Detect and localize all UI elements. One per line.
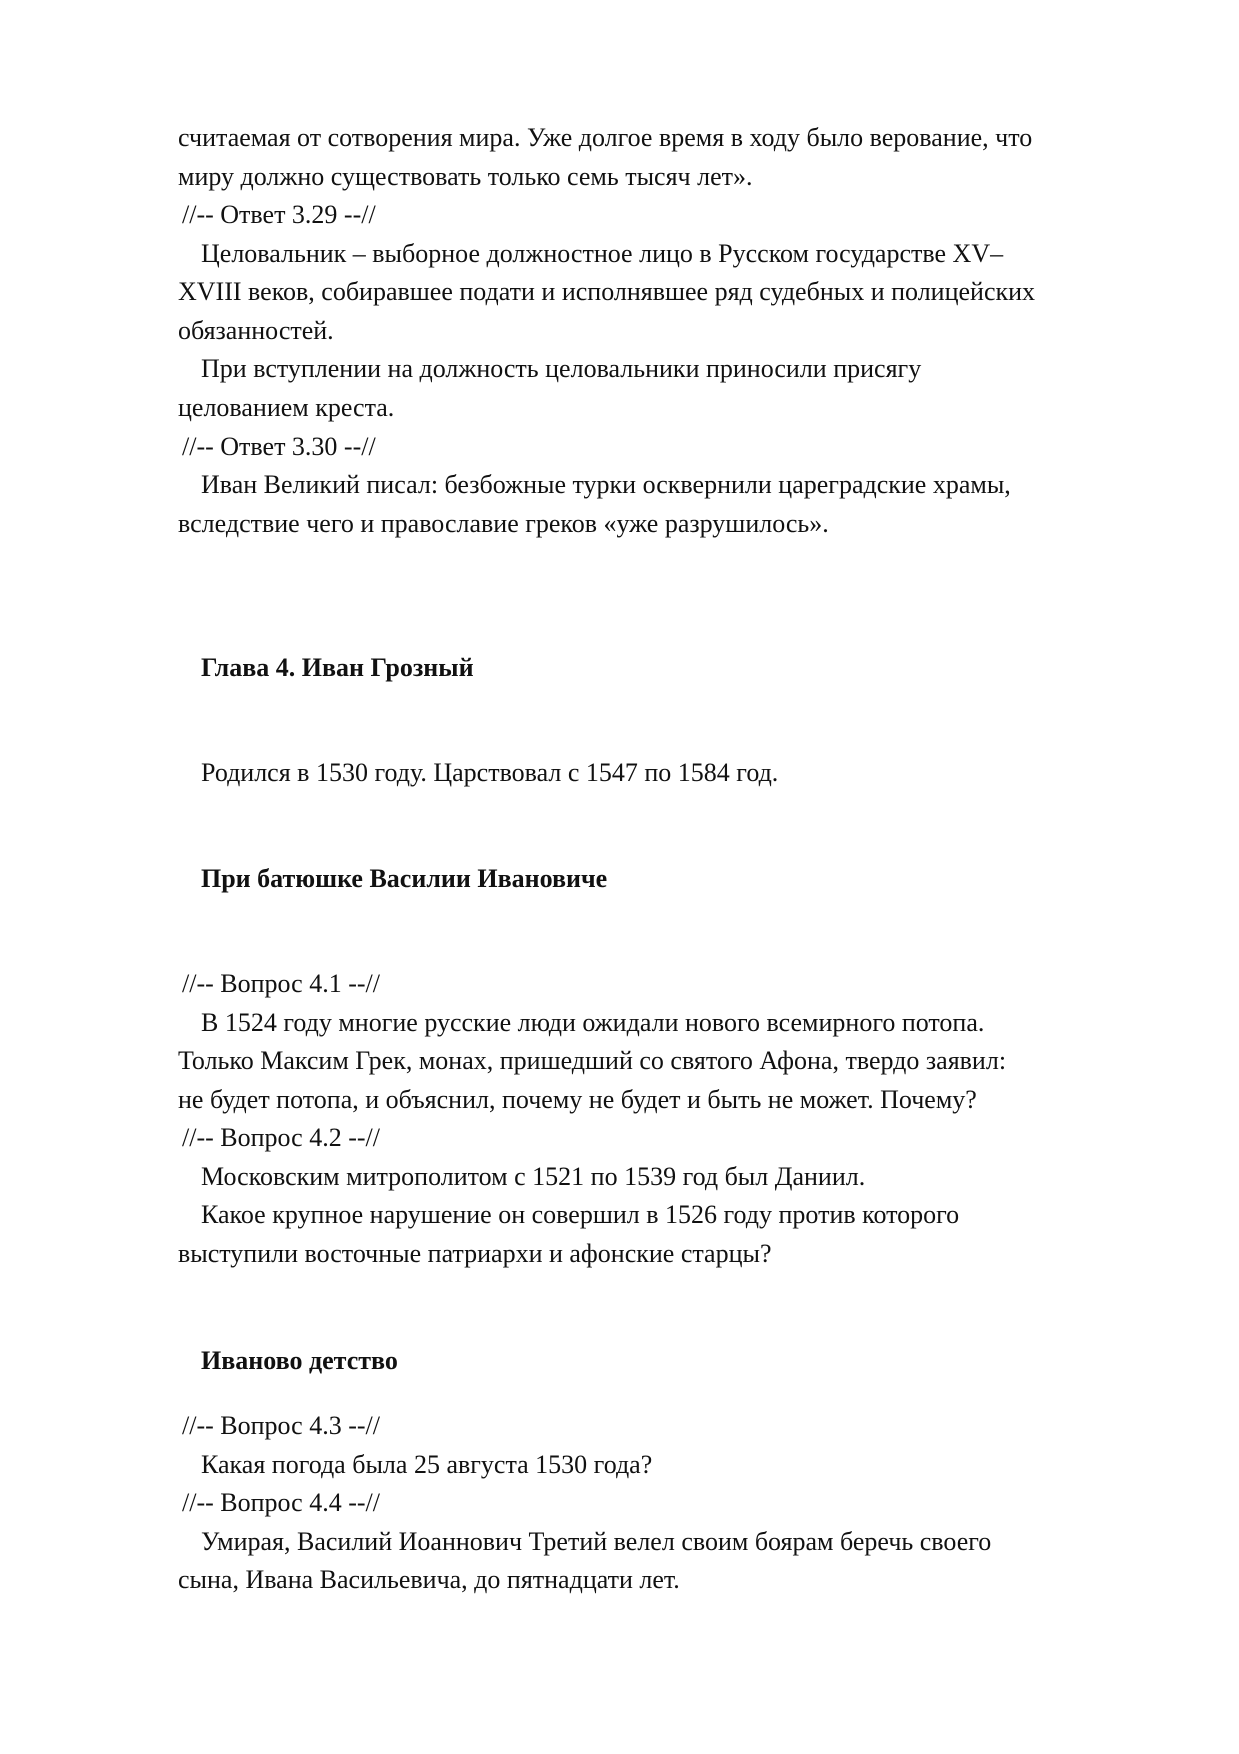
paragraph-line: Целовальник – выборное должностное лицо в Русском государстве XV– bbox=[201, 239, 1004, 268]
paragraph-line: В 1524 году многие русские люди ожидали нового всемирного потопа. bbox=[201, 1008, 985, 1037]
paragraph-line: обязанностей. bbox=[178, 316, 334, 345]
paragraph-line: миру должно существовать только семь тысяч лет». bbox=[178, 162, 753, 191]
paragraph-line: целованием креста. bbox=[178, 393, 395, 422]
paragraph-line: выступили восточные патриархи и афонские старцы? bbox=[178, 1239, 772, 1268]
paragraph-line: считаемая от сотворения мира. Уже долгое время в ходу было верование, что bbox=[178, 123, 1033, 152]
paragraph-line: Умирая, Василий Иоаннович Третий велел своим боярам беречь своего bbox=[201, 1527, 992, 1556]
paragraph-line: вследствие чего и православие греков «уже разрушилось». bbox=[178, 509, 829, 538]
section-heading: Иваново детство bbox=[201, 1346, 398, 1375]
paragraph-line: Только Максим Грек, монах, пришедший со святого Афона, твердо заявил: bbox=[178, 1046, 1007, 1075]
answer-marker: //-- Ответ 3.30 --// bbox=[182, 432, 376, 461]
question-marker: //-- Вопрос 4.1 --// bbox=[182, 969, 380, 998]
chapter-heading: Глава 4. Иван Грозный bbox=[201, 653, 474, 682]
paragraph-line: Московским митрополитом с 1521 по 1539 год был Даниил. bbox=[201, 1162, 866, 1191]
paragraph-line: сына, Ивана Васильевича, до пятнадцати лет. bbox=[178, 1565, 680, 1594]
paragraph-line: XVIII веков, собиравшее подати и исполнявшее ряд судебных и полицейских bbox=[178, 277, 1036, 306]
paragraph-line: не будет потопа, и объяснил, почему не будет и быть не может. Почему? bbox=[178, 1085, 977, 1114]
section-heading: При батюшке Василии Ивановиче bbox=[201, 864, 608, 893]
question-marker: //-- Вопрос 4.3 --// bbox=[182, 1411, 380, 1440]
question-marker: //-- Вопрос 4.2 --// bbox=[182, 1123, 380, 1152]
paragraph-line: Иван Великий писал: безбожные турки осквернили цареградские храмы, bbox=[201, 470, 1011, 499]
paragraph-line: Родился в 1530 году. Царствовал с 1547 по 1584 год. bbox=[201, 758, 779, 787]
paragraph-line: При вступлении на должность целовальники приносили присягу bbox=[201, 354, 922, 383]
answer-marker: //-- Ответ 3.29 --// bbox=[182, 200, 376, 229]
paragraph-line: Какое крупное нарушение он совершил в 1526 году против которого bbox=[201, 1200, 960, 1229]
paragraph-line: Какая погода была 25 августа 1530 года? bbox=[201, 1450, 653, 1479]
question-marker: //-- Вопрос 4.4 --// bbox=[182, 1488, 380, 1517]
